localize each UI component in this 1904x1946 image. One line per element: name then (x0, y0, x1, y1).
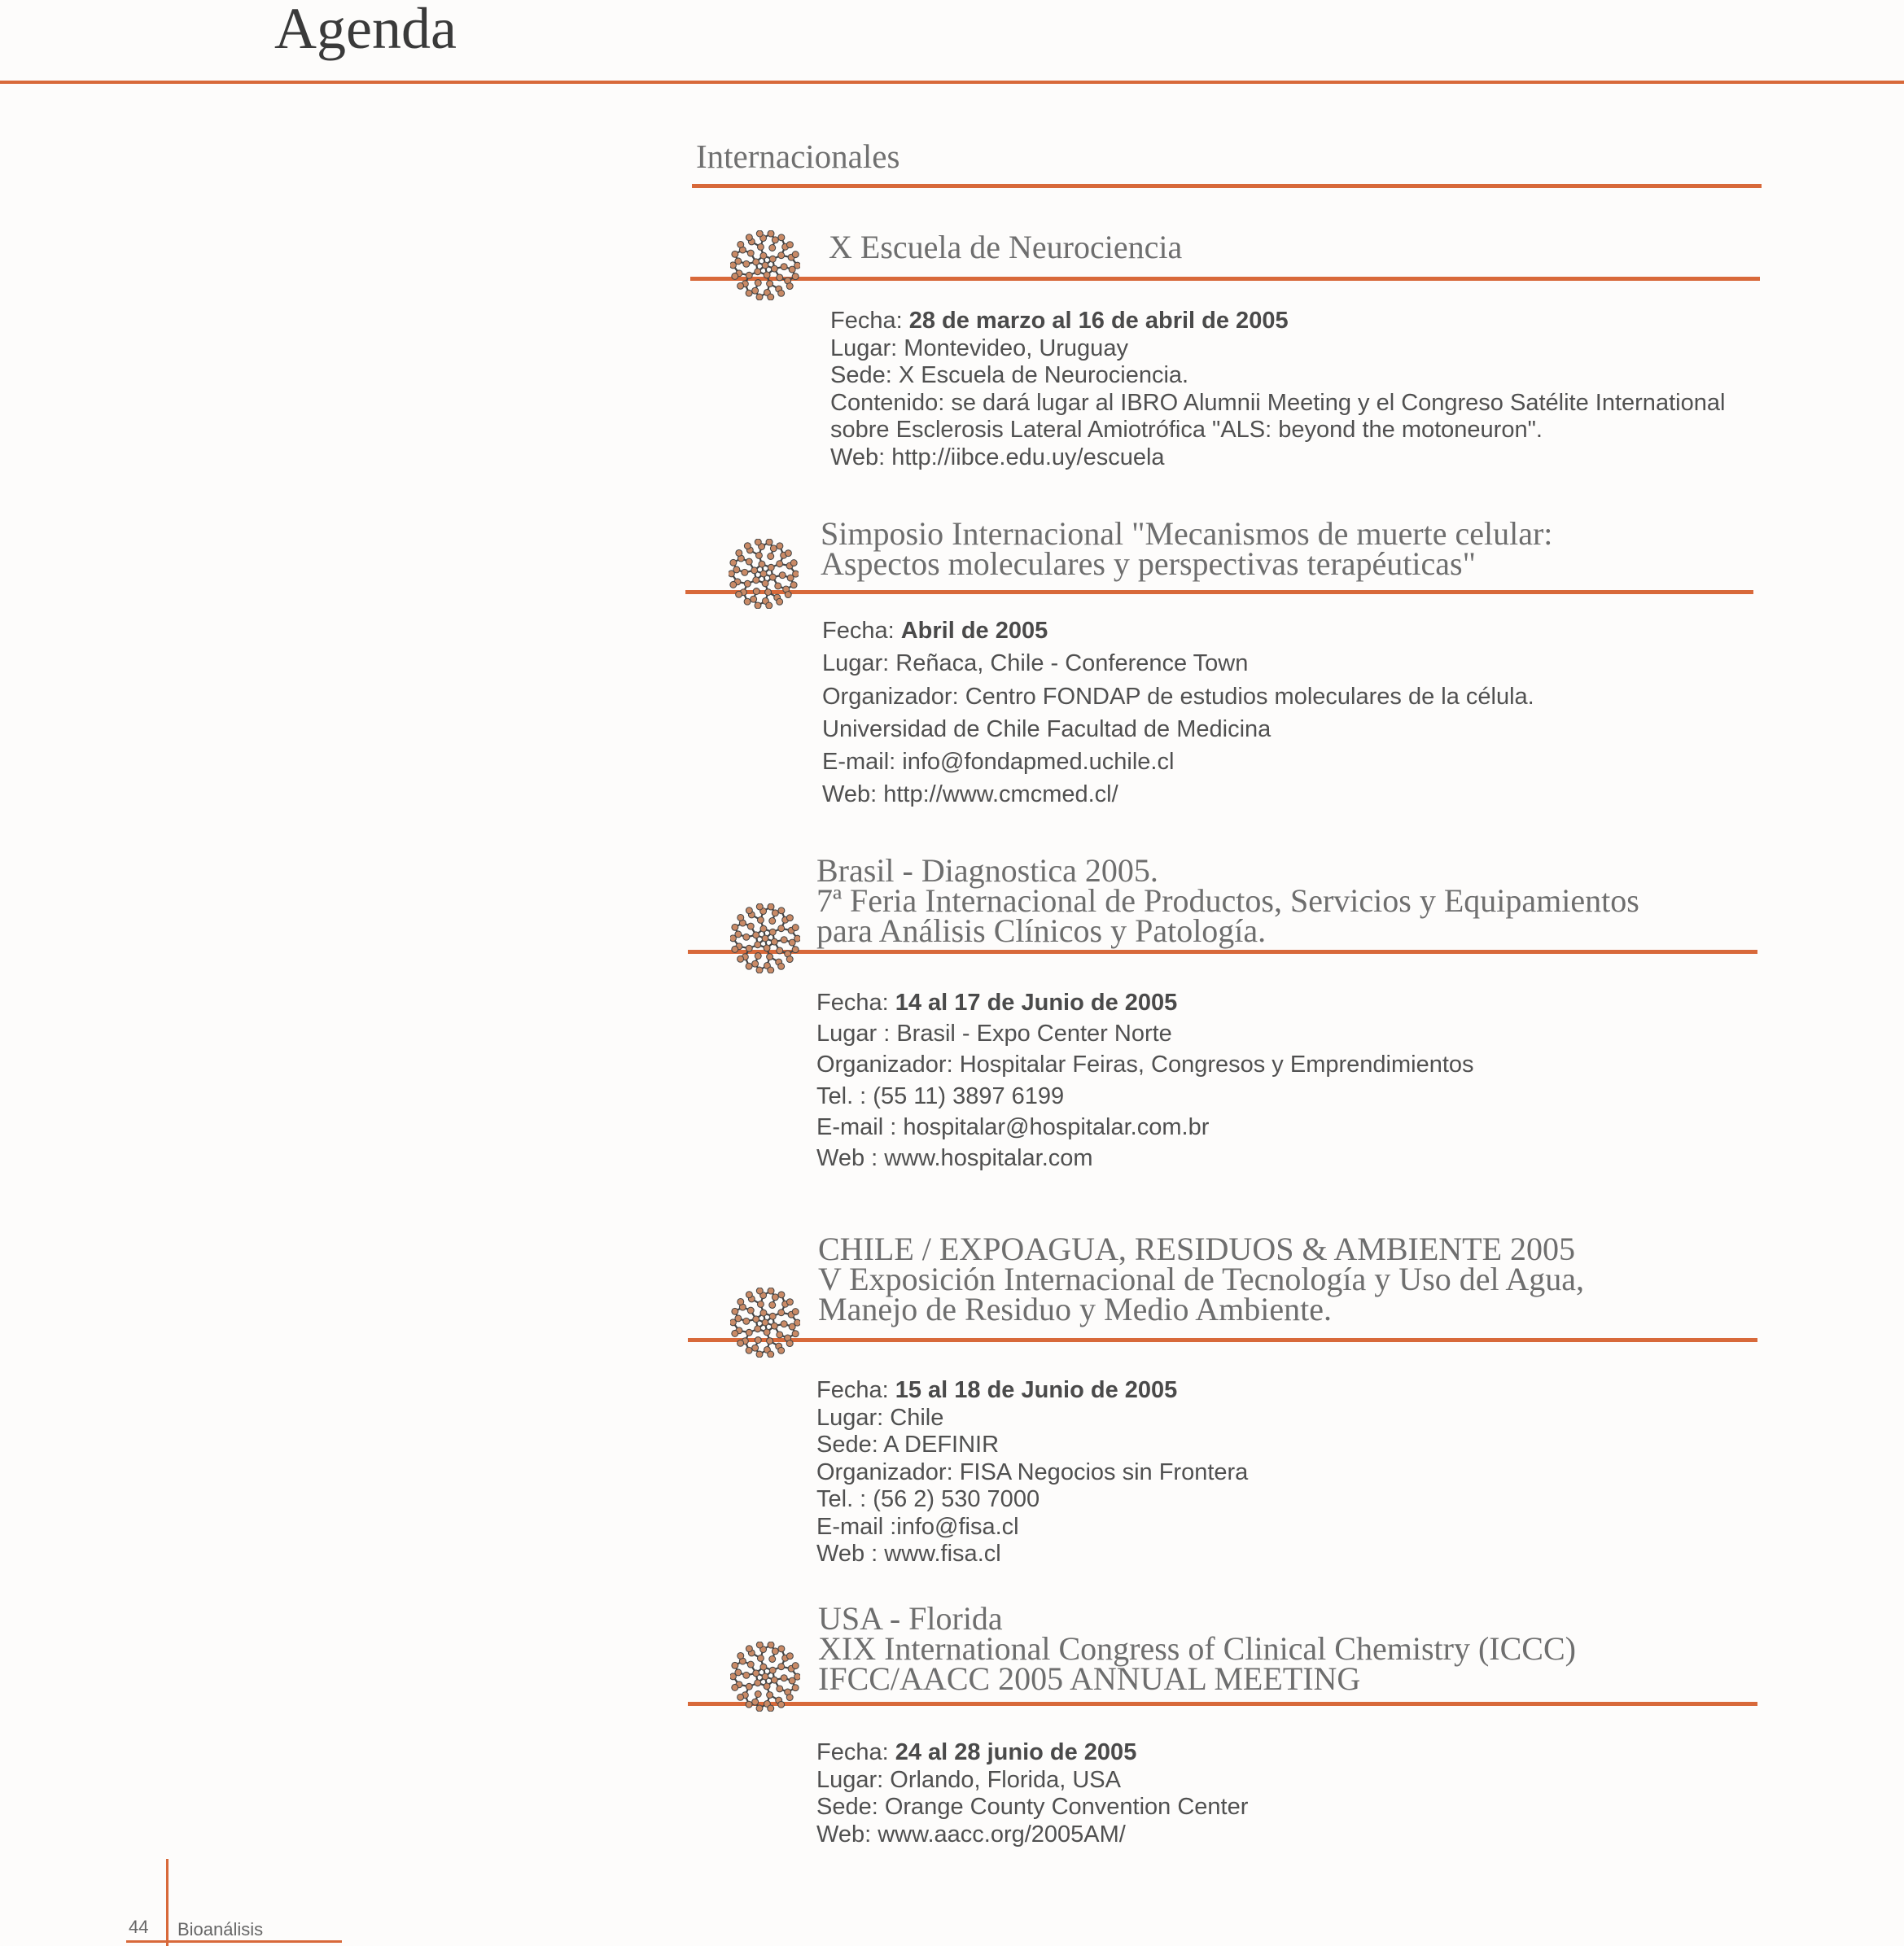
detail-value: 24 al 28 junio de 2005 (895, 1739, 1137, 1765)
event-heading-line: Brasil - Diagnostica 2005. (816, 852, 1158, 889)
detail-row (830, 417, 1725, 444)
event-details (830, 308, 1725, 471)
detail-value: Lugar : Brasil - Expo Center Norte (816, 1021, 1172, 1047)
detail-value: Lugar: Orlando, Florida, USA (816, 1766, 1121, 1793)
event-heading (818, 1231, 1585, 1327)
detail-value: Sede: A DEFINIR (816, 1432, 1000, 1458)
detail-row (816, 1459, 1248, 1487)
detail-value: Tel. : (56 2) 530 7000 (816, 1486, 1040, 1512)
event-rule (688, 950, 1757, 954)
page-number: 44 (129, 1917, 149, 1937)
detail-row (816, 1049, 1474, 1080)
detail-row (816, 1541, 1248, 1568)
detail-value: Organizador: Centro FONDAP de estudios moleculares de la célula. (822, 683, 1534, 710)
detail-row (830, 308, 1725, 335)
detail-value: E-mail: info@fondapmed.uchile.cl (822, 749, 1175, 776)
detail-row (816, 1405, 1248, 1432)
event-heading-line: V Exposición Internacional de Tecnología y Uso del Agua, (818, 1261, 1585, 1297)
event-heading-line: USA - Florida (818, 1600, 1003, 1637)
detail-row (816, 1514, 1248, 1541)
detail-row (816, 1018, 1474, 1049)
detail-row (822, 680, 1534, 713)
detail-row (822, 647, 1534, 680)
detail-row (816, 1767, 1248, 1795)
detail-value: E-mail :info@fisa.cl (816, 1513, 1019, 1540)
header-rule (0, 81, 1904, 84)
detail-value: Lugar: Reñaca, Chile - Conference Town (822, 650, 1249, 677)
event-heading-line: para Análisis Clínicos y Patología. (816, 912, 1267, 949)
detail-value: Web : www.fisa.cl (816, 1541, 1001, 1567)
event-heading-line: Aspectos moleculares y perspectivas terapéuticas" (821, 545, 1476, 582)
event-details (816, 1377, 1248, 1568)
detail-value: Tel. : (55 11) 3897 6199 (816, 1082, 1065, 1109)
detail-row (822, 746, 1534, 778)
detail-row (816, 1739, 1248, 1767)
detail-row (816, 1143, 1474, 1174)
detail-row (816, 1432, 1248, 1459)
detail-value: Contenido: se dará lugar al IBRO Alumnii Meeting y el Congreso Satélite International (830, 389, 1726, 416)
event-details (822, 614, 1534, 811)
event-heading (829, 229, 1183, 265)
detail-row (830, 444, 1725, 472)
detail-value: Organizador: FISA Negocios sin Frontera (816, 1458, 1249, 1485)
detail-row (816, 1081, 1474, 1112)
detail-row (830, 362, 1725, 390)
detail-value: 15 al 18 de Junio de 2005 (895, 1377, 1178, 1403)
event-heading-line: Manejo de Residuo y Medio Ambiente. (818, 1291, 1333, 1327)
detail-row (816, 1486, 1248, 1514)
event-details (816, 987, 1474, 1174)
event-details (816, 1739, 1248, 1848)
footer-vertical-rule (166, 1859, 169, 1946)
detail-value: Lugar: Chile (816, 1404, 944, 1431)
detail-label: Fecha: (816, 1377, 895, 1403)
detail-value: Universidad de Chile Facultad de Medicina (822, 715, 1272, 742)
detail-row (816, 987, 1474, 1018)
detail-value: Web: www.aacc.org/2005AM/ (816, 1821, 1126, 1848)
detail-value: Sede: X Escuela de Neurociencia. (830, 362, 1189, 388)
buckyball-icon (730, 230, 800, 300)
event-heading (818, 1600, 1576, 1697)
detail-value: 14 al 17 de Junio de 2005 (895, 990, 1178, 1016)
event-heading-line: XIX International Congress of Clinical Chemistry (ICCC) (818, 1630, 1576, 1667)
page-title: Agenda (274, 0, 457, 61)
detail-value: Web: http://www.cmcmed.cl/ (822, 781, 1118, 808)
event-rule (690, 277, 1760, 281)
detail-value: Lugar: Montevideo, Uruguay (830, 335, 1128, 361)
buckyball-icon (729, 539, 799, 609)
event-heading-line: 7ª Feria Internacional de Productos, Servicios y Equipamientos (816, 882, 1639, 919)
detail-row (822, 713, 1534, 746)
detail-value: E-mail : hospitalar@hospitalar.com.br (816, 1113, 1210, 1140)
detail-row (816, 1112, 1474, 1143)
detail-value: Sede: Orange County Convention Center (816, 1794, 1249, 1820)
detail-row (822, 778, 1534, 811)
buckyball-icon (730, 1642, 800, 1712)
event-heading (816, 852, 1639, 949)
event-heading-line: X Escuela de Neurociencia (829, 229, 1183, 265)
detail-value: Abril de 2005 (900, 618, 1048, 644)
event-rule (688, 1338, 1757, 1342)
detail-label: Fecha: (816, 990, 895, 1016)
detail-value: Web : www.hospitalar.com (816, 1145, 1093, 1172)
detail-row (816, 1821, 1248, 1849)
event-rule (688, 1702, 1757, 1706)
event-rule (685, 590, 1753, 594)
detail-value: 28 de marzo al 16 de abril de 2005 (908, 308, 1289, 334)
detail-row (816, 1794, 1248, 1821)
event-heading-line: CHILE / EXPOAGUA, RESIDUOS & AMBIENTE 2005 (818, 1231, 1575, 1267)
buckyball-icon (730, 1288, 800, 1358)
detail-label: Fecha: (816, 1739, 895, 1765)
detail-value: Web: http://iibce.edu.uy/escuela (830, 444, 1165, 470)
event-heading-line: IFCC/AACC 2005 ANNUAL MEETING (818, 1660, 1361, 1697)
detail-value: sobre Esclerosis Lateral Amiotrófica "ALS: beyond the motoneuron". (830, 417, 1543, 443)
detail-value: Organizador: Hospitalar Feiras, Congresos y Emprendimientos (816, 1052, 1474, 1078)
detail-row (822, 614, 1534, 647)
publication-name: Bioanálisis (177, 1919, 264, 1939)
buckyball-icon (730, 903, 800, 973)
detail-label: Fecha: (822, 618, 901, 644)
event-heading-line: Simposio Internacional "Mecanismos de muerte celular: (821, 515, 1553, 552)
detail-label: Fecha: (830, 308, 909, 334)
footer-horizontal-rule (126, 1940, 342, 1943)
event-heading (821, 515, 1553, 582)
section-rule (692, 184, 1762, 188)
section-title: Internacionales (696, 138, 900, 175)
detail-row (830, 390, 1725, 418)
detail-row (830, 335, 1725, 363)
detail-row (816, 1377, 1248, 1405)
